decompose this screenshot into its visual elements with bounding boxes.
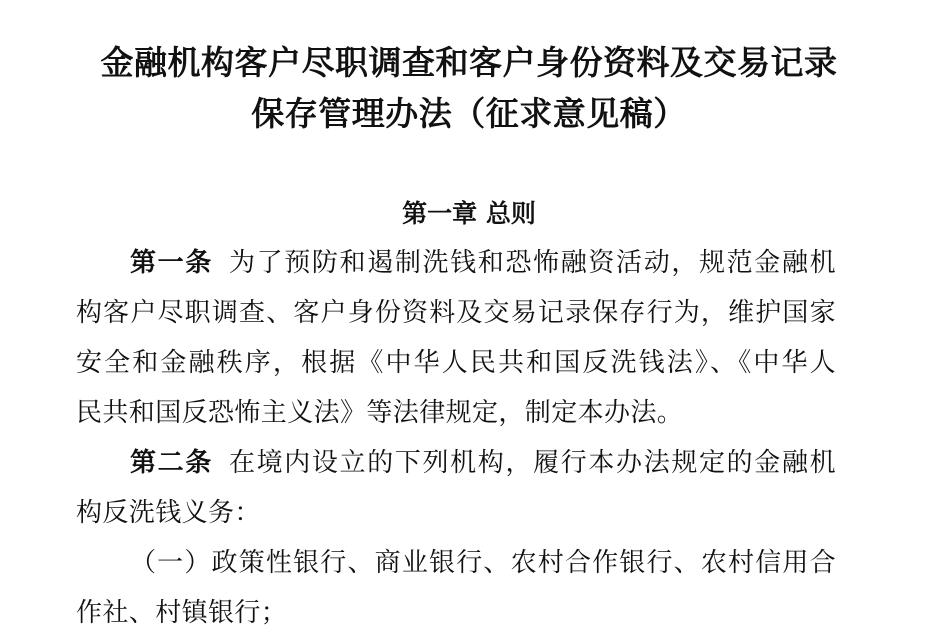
article-2-text-1: 在境内设立的下列机构，履行本办法规定的金融机 xyxy=(228,448,836,478)
article-2-label: 第二条 xyxy=(130,448,213,478)
document-title-line-2: 保存管理办法（征求意见稿） xyxy=(251,94,687,133)
article-1-line-3: 安全和金融秩序，根据《中华人民共和国反洗钱法》、《中华人 xyxy=(76,348,836,378)
article-2-line-2: 构反洗钱义务： xyxy=(76,498,261,528)
article-1-label: 第一条 xyxy=(130,248,213,278)
article-1-line-1 xyxy=(130,246,836,280)
item-1-line-1: （一）政策性银行、商业银行、农村合作银行、农村信用合 xyxy=(130,548,836,578)
article-1-line-4: 民共和国反恐怖主义法》等法律规定，制定本办法。 xyxy=(76,398,684,428)
article-1-text-1: 为了预防和遏制洗钱和恐怖融资活动，规范金融机 xyxy=(228,248,836,278)
item-1-line-2: 作社、村镇银行； xyxy=(76,598,288,628)
document-title-line-1: 金融机构客户尽职调查和客户身份资料及交易记录 xyxy=(100,43,838,82)
article-2-line-1 xyxy=(130,446,836,480)
article-1-line-2: 构客户尽职调查、客户身份资料及交易记录保存行为，维护国家 xyxy=(76,298,836,328)
chapter-heading: 第一章 总则 xyxy=(402,199,536,228)
